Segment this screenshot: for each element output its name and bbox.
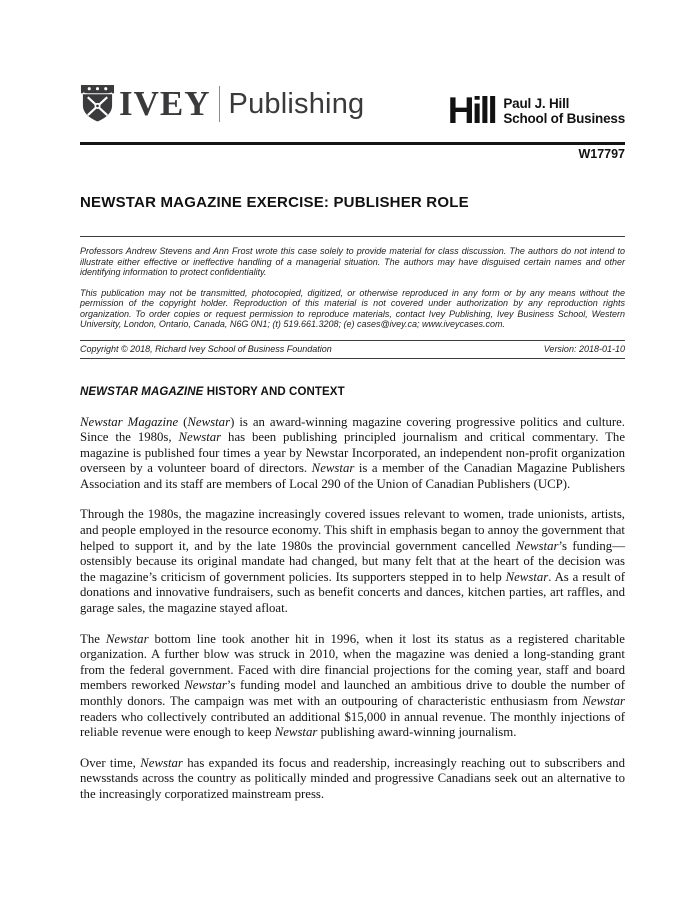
logo-divider [219, 86, 220, 122]
hill-wordmark: Hill [447, 90, 496, 131]
hill-name-line1: Paul J. Hill [503, 96, 570, 111]
ivey-publishing-logo [80, 84, 364, 123]
disclaimer-paragraph-2: This publication may not be transmitted, photocopied, digitized, or otherwise reproduced in any form or by any means without the permission of the copyright holder. Reproduction of this material is not covered under authorization by any reproduction rights organization. To order copies or request permission to reproduce materials, contact Ivey Publishing, Ivey Business School, Western University, London, Ontario, Canada, N6G 0N1; (t) 519.661.3208; (e) cases@ivey.ca; www.iveycases.com. [80, 287, 625, 329]
case-body [80, 415, 625, 803]
ivey-wordmark: IVEY [119, 83, 211, 123]
body-paragraph-4: Over time, Newstar has expanded its focus and readership, increasingly reaching out to subscribers and newsstands across the country as politically minded and progressive Canadians seek out an alternative to the increasingly corporatized mainstream press. [80, 755, 625, 801]
body-paragraph-2: Through the 1980s, the magazine increasingly covered issues relevant to women, trade unionists, artists, and people employed in the resource economy. This shift in emphasis began to annoy the government that helped to support it, and by the late 1980s the provincial government cancelled Newstar’s funding—ostensibly because its original mandate had changed, but many felt that at the heart of the decision was the magazine’s criticism of government policies. Its supporters stepped in to help Newstar. As a result of donations and innovative fundraisers, such as benefit concerts and dances, kitchen parties, art raffles, and garage sales, the magazine stayed afloat. [80, 507, 625, 616]
case-number: W17797 [578, 147, 625, 161]
section-heading: NEWSTAR MAGAZINE HISTORY AND CONTEXT [80, 385, 345, 398]
hill-school-logo [447, 90, 625, 131]
copyright-row [80, 340, 625, 359]
disclaimer-block [80, 236, 625, 359]
masthead [80, 84, 625, 130]
disclaimer-paragraph-1: Professors Andrew Stevens and Ann Frost wrote this case solely to provide material for class discussion. The authors do not intend to illustrate either effective or ineffective handling of a managerial situation. The authors may have disguised certain names and other identifying information to protect confidentiality. [80, 246, 625, 277]
header-rule [80, 142, 625, 145]
ivey-division-label: Publishing [228, 88, 365, 120]
body-paragraph-1: Newstar Magazine (Newstar) is an award-winning magazine covering progressive politics and culture. Since the 1980s, Newstar has been publishing principled journalism and critical commentary. The magazine is published four times a year by Newstar Incorporated, an independent non-profit organization overseen by a volunteer board of directors. Newstar is a member of the Canadian Magazine Publishers Association and its staff are members of Local 290 of the Union of Canadian Publishers (UCP). [80, 414, 626, 491]
copyright-text: Copyright © 2018, Richard Ivey School of Business Foundation [80, 343, 332, 354]
case-title: NEWSTAR MAGAZINE EXERCISE: PUBLISHER ROLE [80, 194, 469, 211]
hill-school-name [503, 96, 625, 126]
ivey-crest-icon [80, 84, 115, 123]
hill-name-line2: School of Business [503, 111, 625, 126]
body-paragraph-3: The Newstar bottom line took another hit in 1996, when it lost its status as a registered charitable organization. A further blow was struck in 2010, when the magazine was denied a long-standing grant from the federal government. Faced with dire financial projections for the coming year, staff and board members reworked Newstar’s funding model and launched an ambitious drive to double the number of monthly donors. The campaign was met with an outpouring of characteristic enthusiasm from Newstar readers who collectively contributed an additional $15,000 in annual revenue. The monthly injections of reliable revenue were enough to keep Newstar publishing award-winning journalism. [80, 631, 625, 740]
version-text: Version: 2018-01-10 [543, 343, 625, 354]
